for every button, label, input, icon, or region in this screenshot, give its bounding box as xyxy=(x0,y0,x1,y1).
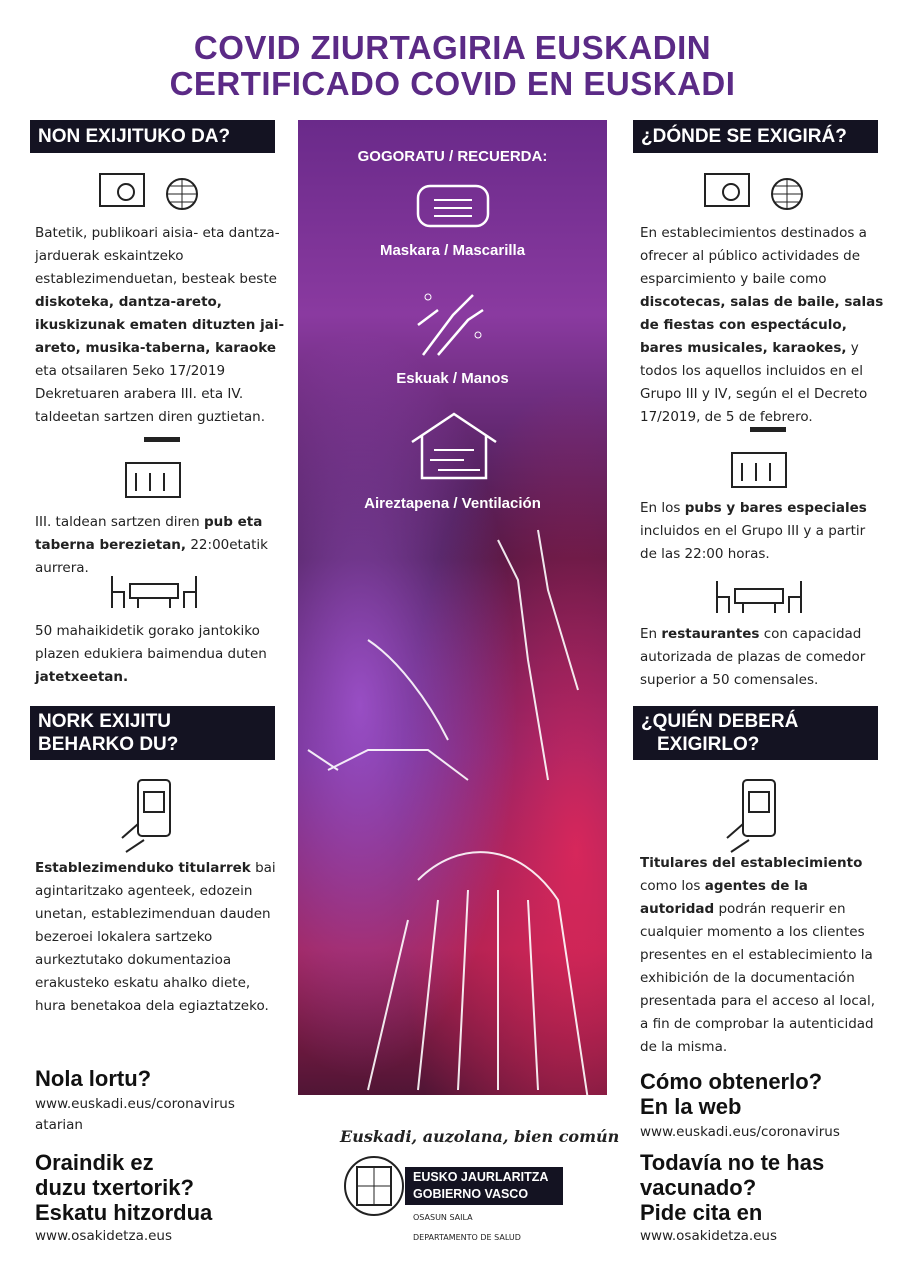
bold-text: pub eta taberna berezietan, xyxy=(35,514,263,553)
bar-counter-icon xyxy=(122,435,184,499)
dj-disco-ball-icon xyxy=(703,168,818,216)
restaurants-text-es xyxy=(640,623,885,692)
raised-hands-illustration xyxy=(298,520,607,1095)
dept-eu: OSASUN SAILA xyxy=(413,1213,473,1222)
vaccine-heading-eu: Oraindik ez duzu txertorik? Eskatu hitzordua xyxy=(35,1150,213,1225)
bold-text: Establezimenduko titularrek xyxy=(35,860,251,876)
restaurant-table-icon xyxy=(713,577,805,617)
vaccine-heading-es: Todavía no te has vacunado? Pide cita en xyxy=(640,1150,825,1225)
mask-icon xyxy=(408,182,498,232)
where-text-eu xyxy=(35,222,285,429)
portal-text-eu: atarian xyxy=(35,1117,83,1133)
text: III. taldean sartzen diren xyxy=(35,514,204,530)
osakidetza-link-eu[interactable]: www.osakidetza.eus xyxy=(35,1228,173,1244)
who-text-eu xyxy=(35,857,285,1018)
bold-text: discotecas, salas de baile, salas de fiestas con espectáculo, bares musicales, karaokes, xyxy=(640,294,884,356)
text: como los xyxy=(640,878,705,894)
how-heading-eu: Nola lortu? xyxy=(35,1066,152,1091)
header-where-eu: NON EXIJITUKO DA? xyxy=(30,120,275,153)
slogan: Euskadi, auzolana, bien común xyxy=(340,1127,620,1146)
bold-text: pubs y bares especiales xyxy=(684,500,867,516)
government-name: EUSKO JAURLARITZA GOBIERNO VASCO xyxy=(405,1167,563,1205)
bold-text: diskoteka, dantza-areto, ikuskizunak ematen dituzten jai-areto, musika-taberna, karaoke xyxy=(35,294,285,356)
dept-es: DEPARTAMENTO DE SALUD xyxy=(413,1233,521,1242)
title-basque: COVID ZIURTAGIRIA EUSKADIN xyxy=(193,29,712,66)
pubs-text-es xyxy=(640,497,885,566)
header-where-es: ¿DÓNDE SE EXIGIRÁ? xyxy=(633,120,878,153)
hands-label: Eskuak / Manos xyxy=(396,370,509,387)
phone-qr-icon xyxy=(723,778,789,854)
text: En xyxy=(640,626,662,642)
pubs-text-eu xyxy=(35,511,285,580)
euskadi-link-eu[interactable]: www.euskadi.eus/coronavirus xyxy=(35,1096,235,1112)
text: bai agintaritzako agenteek, edozein unetan, establezimenduan dauden bezeroei lokalera sartzeko aurkeztutako dokumentazioa erakusteko eskatu ahalko diete, hura benetakoa dela egiaztatzeko. xyxy=(35,860,276,1014)
how-heading-es: Cómo obtenerlo? En la web xyxy=(640,1069,823,1119)
phone-qr-icon xyxy=(118,778,184,854)
dj-disco-ball-icon xyxy=(98,168,213,216)
mask-label: Maskara / Mascarilla xyxy=(379,242,526,259)
bold-text: jatetxeetan. xyxy=(35,669,129,685)
where-text-es xyxy=(640,222,885,429)
text: 22:00etatik aurrera. xyxy=(35,537,268,576)
text: y todos los aquellos incluidos en el Grupo III y IV, según el el Decreto 17/2019, de 5 de febrero. xyxy=(640,340,868,425)
text: En los xyxy=(640,500,685,516)
restaurants-text-eu xyxy=(35,620,285,689)
bold-text: agentes de la autoridad xyxy=(640,878,808,917)
bold-text: Titulares del establecimiento xyxy=(640,855,863,871)
euskadi-link-es[interactable]: www.euskadi.eus/coronavirus xyxy=(640,1124,840,1140)
text: 50 mahaikidetik gorako jantokiko plazen edukiera baimendua duten xyxy=(35,623,267,662)
text: eta otsailaren 5eko 17/2019 Dekretuaren arabera III. eta IV. taldeetan sartzen diren guztietan. xyxy=(35,363,266,425)
bar-counter-icon xyxy=(728,425,790,489)
bold-text: restaurantes xyxy=(661,626,760,642)
title-spanish: CERTIFICADO COVID EN EUSKADI xyxy=(169,65,736,102)
ventilation-house-icon xyxy=(408,410,500,482)
osakidetza-link-es[interactable]: www.osakidetza.eus xyxy=(640,1228,778,1244)
text: incluidos en el Grupo III y a partir de las 22:00 horas. xyxy=(640,523,866,562)
text: podrán requerir en cualquier momento a los clientes presentes en el establecimiento la exhibición de la documentación presentada para el acceso al local, a fin de comprobar la autenticidad de la misma. xyxy=(640,901,876,1055)
text: con capacidad autorizada de plazas de comedor superior a 50 comensales. xyxy=(640,626,866,688)
restaurant-table-icon xyxy=(108,572,200,612)
text: Batetik, publikoari aisia- eta dantza-jarduerak eskaintzeko establezimenduetan, besteak beste xyxy=(35,225,280,287)
center-image-panel xyxy=(298,120,607,1095)
ventilation-label: Aireztapena / Ventilación xyxy=(364,495,541,512)
header-who-eu: NORK EXIJITU BEHARKO DU? xyxy=(30,706,275,760)
who-text-es xyxy=(640,852,885,1059)
basque-government-coat-of-arms-icon xyxy=(343,1155,405,1217)
text: En establecimientos destinados a ofrecer al público actividades de esparcimiento y baile como xyxy=(640,225,867,287)
remember-heading: GOGORATU / RECUERDA: xyxy=(357,148,548,165)
hand-washing-icon xyxy=(413,285,493,360)
header-who-es: ¿QUIÉN DEBERÁ EXIGIRLO? xyxy=(633,706,878,760)
